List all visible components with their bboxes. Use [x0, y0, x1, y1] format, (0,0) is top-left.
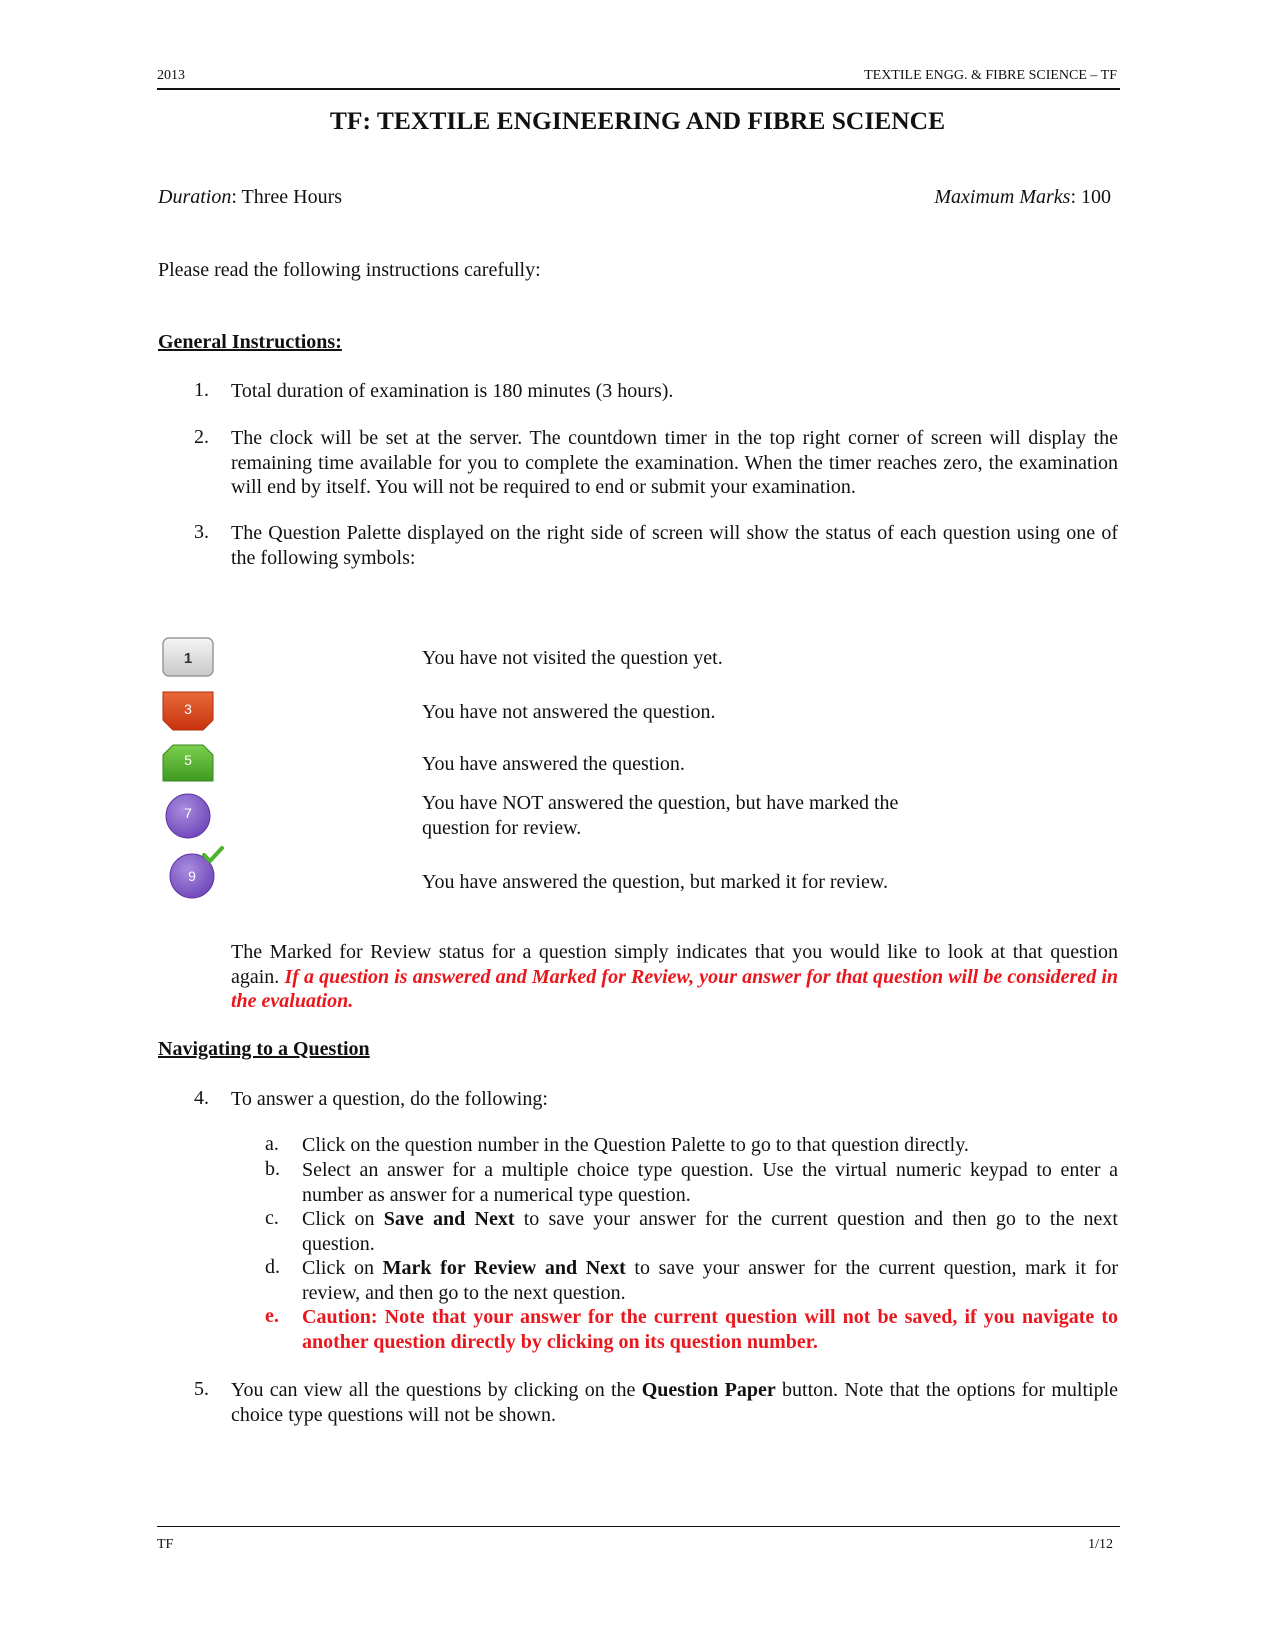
- duration-value: : Three Hours: [231, 186, 343, 208]
- header-subject: TEXTILE ENGG. & FIBRE SCIENCE – TF: [864, 68, 1117, 83]
- max-marks-value: : 100: [1070, 186, 1111, 208]
- subitem-d: [302, 1256, 1118, 1305]
- not-answered-icon: [161, 690, 215, 732]
- subitem-letter: d.: [265, 1256, 280, 1278]
- subitem-letter: c.: [265, 1207, 279, 1229]
- duration: [158, 185, 342, 210]
- instruction-item-3: The Question Palette displayed on the right side of screen will show the status of each question using one of the following symbols:: [231, 522, 1118, 569]
- subitem-letter: e.: [265, 1305, 279, 1327]
- item5-pre: You can view all the questions by clicking on the: [231, 1379, 642, 1401]
- checkmark-icon: [204, 848, 222, 861]
- instruction-item-1: Total duration of examination is 180 minutes (3 hours).: [231, 380, 674, 402]
- instruction-item-2: The clock will be set at the server. The countdown timer in the top right corner of screen will display the remaining time available for you to complete the examination. When the timer reaches zero, the examination will end by itself. You will not be required to end or submit your examination.: [231, 427, 1118, 498]
- subitem-b: Select an answer for a multiple choice type question. Use the virtual numeric keypad to enter a number as answer for a numerical type question.: [302, 1159, 1118, 1206]
- question-paper-label: Question Paper: [641, 1379, 776, 1401]
- review-note: [231, 940, 1118, 1014]
- symbol-desc-marked-review: You have NOT answered the question, but have marked the question for review.: [422, 792, 899, 839]
- item-number: 3.: [194, 521, 209, 543]
- footer-code: TF: [157, 1537, 174, 1552]
- subitem-letter: a.: [265, 1133, 279, 1155]
- subitem-d-post: to save your answer for the current question, mark it for review, and then go to the next question.: [302, 1257, 1118, 1304]
- save-and-next-label: Save and Next: [383, 1208, 515, 1230]
- subitem-a: Click on the question number in the Question Palette to go to that question directly.: [302, 1134, 969, 1156]
- page-title: TF: TEXTILE ENGINEERING AND FIBRE SCIENCE: [329, 106, 946, 135]
- header-rule: [157, 88, 1120, 90]
- navigating-heading: Navigating to a Question: [158, 1038, 370, 1060]
- instruction-item-4: To answer a question, do the following:: [231, 1088, 548, 1110]
- duration-label: Duration: [158, 186, 232, 208]
- symbol-number: 5: [184, 752, 192, 768]
- item5-post: button. Note that the options for multiple choice type questions will not be shown.: [231, 1379, 1119, 1426]
- symbol-desc-not-answered: You have not answered the question.: [422, 701, 716, 723]
- intro-text: Please read the following instructions carefully:: [158, 259, 541, 281]
- item-number: 4.: [194, 1087, 209, 1109]
- review-note-emphasis: If a question is answered and Marked for Review, your answer for that question will be considered in the evaluation.: [231, 965, 1118, 1012]
- symbol-number: 7: [184, 805, 192, 821]
- subitem-c: [302, 1207, 1118, 1256]
- symbol-number: 9: [188, 868, 196, 884]
- page-number: 1/12: [1088, 1537, 1113, 1552]
- symbol-desc-answered-marked: You have answered the question, but marked it for review.: [422, 871, 888, 893]
- footer-rule: [157, 1526, 1120, 1527]
- symbol-desc-not-visited: You have not visited the question yet.: [422, 647, 723, 669]
- maximum-marks: [934, 185, 1111, 210]
- review-note-text: The Marked for Review status for a question simply indicates that you would like to look at that question again.: [231, 941, 1118, 988]
- marked-review-icon: [163, 791, 213, 841]
- item-number: 1.: [194, 379, 209, 401]
- item-number: 5.: [194, 1378, 209, 1400]
- subitem-e-caution: Caution: Note that your answer for the current question will not be saved, if you navigate to another question directly by clicking on its question number.: [302, 1306, 1118, 1353]
- subitem-c-pre: Click on: [302, 1208, 384, 1230]
- not-visited-icon: [161, 636, 215, 678]
- max-marks-label: Maximum Marks: [934, 186, 1071, 208]
- subitem-letter: b.: [265, 1158, 280, 1180]
- header-year: 2013: [157, 68, 185, 83]
- answered-marked-review-icon: [168, 845, 226, 901]
- general-instructions-heading: General Instructions:: [158, 331, 342, 353]
- symbol-number: 1: [183, 650, 193, 667]
- mark-for-review-label: Mark for Review and Next: [382, 1257, 626, 1279]
- subitem-d-pre: Click on: [302, 1257, 383, 1279]
- subitem-c-post: to save your answer for the current question and then go to the next question.: [302, 1208, 1118, 1255]
- answered-icon: [161, 743, 215, 783]
- symbol-number: 3: [184, 701, 192, 717]
- instruction-item-5: [231, 1378, 1118, 1427]
- symbol-desc-answered: You have answered the question.: [422, 753, 685, 775]
- item-number: 2.: [194, 426, 209, 448]
